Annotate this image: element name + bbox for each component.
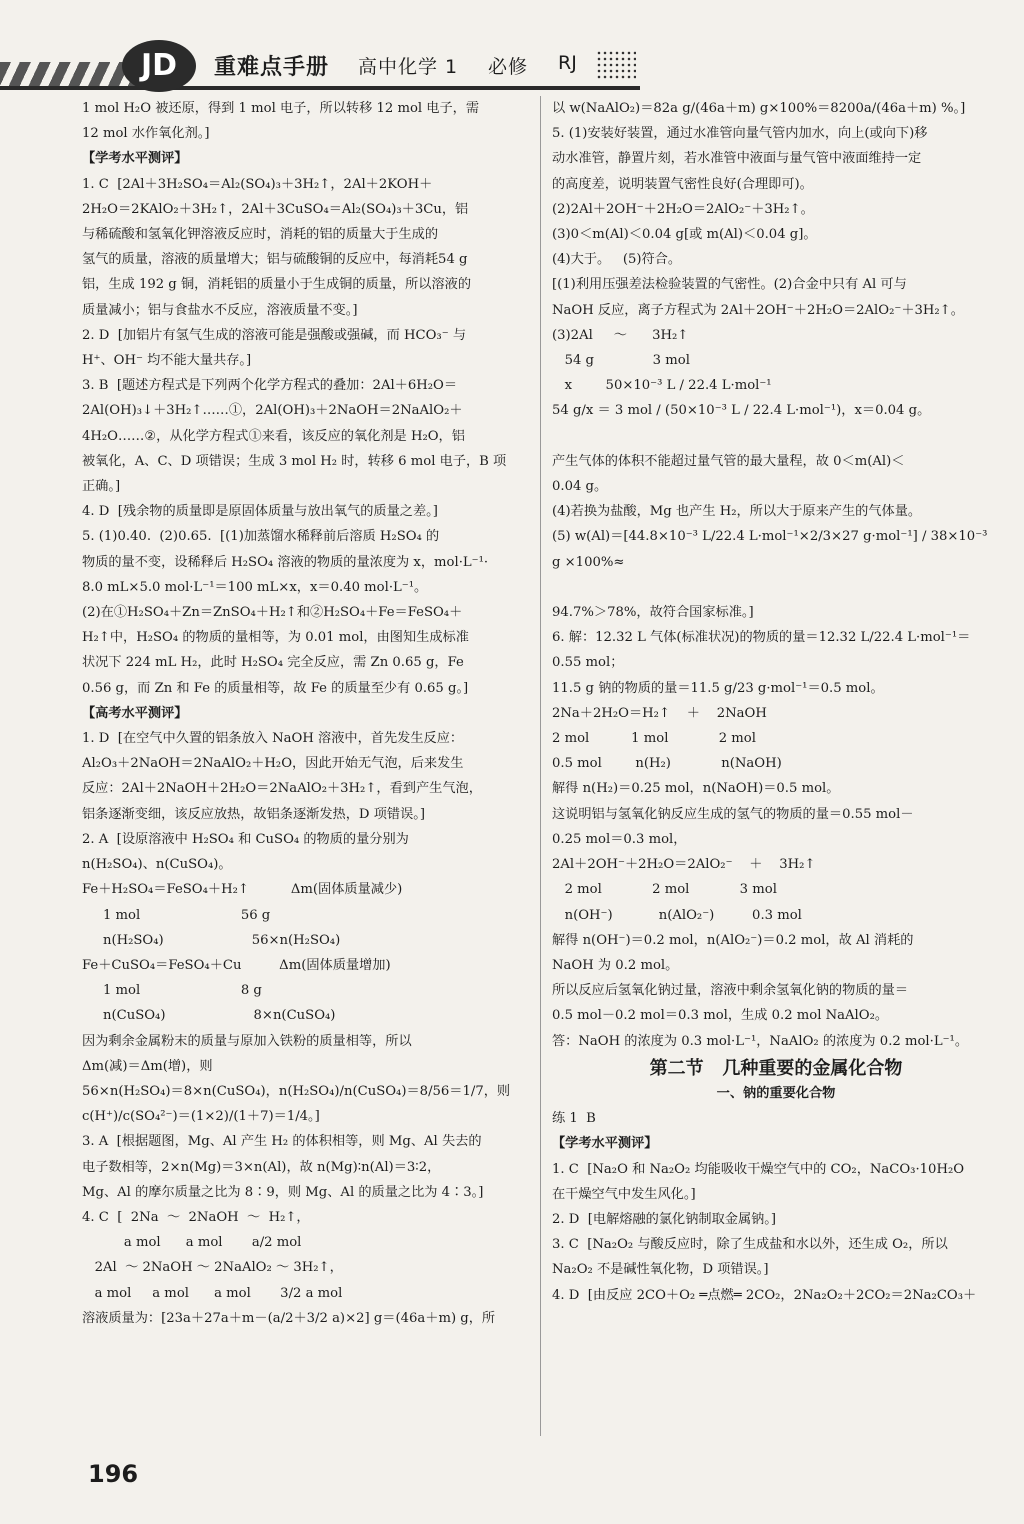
text-line: 在干燥空气中发生风化。]	[552, 1186, 696, 1202]
text-line: 被氧化，A、C、D 项错误；生成 3 mol H₂ 时，转移 6 mol 电子，B 项	[82, 453, 507, 469]
text-line: 答：NaOH 的浓度为 0.3 mol·L⁻¹，NaAlO₂ 的浓度为 0.2 mol·L⁻¹。	[552, 1033, 969, 1049]
header-rule	[0, 86, 640, 90]
text-line: a mol a mol a mol 3/2 a mol	[82, 1285, 343, 1301]
text-line: 的高度差，说明装置气密性良好(合理即可)。	[552, 176, 813, 192]
book-title: 重难点手册	[214, 55, 330, 80]
page-header	[0, 0, 1024, 96]
text-line: 2. A [设原溶液中 H₂SO₄ 和 CuSO₄ 的物质的量分别为	[82, 831, 409, 847]
text-line: (2)2Al＋2OH⁻＋2H₂O＝2AlO₂⁻＋3H₂↑。	[552, 201, 814, 217]
text-line: 2. D [加铝片有氢气生成的溶液可能是强酸或强碱，而 HCO₃⁻ 与	[82, 327, 467, 343]
text-line: 因为剩余金属粉末的质量与原加入铁粉的质量相等，所以	[82, 1033, 412, 1049]
text-line: n(OH⁻) n(AlO₂⁻) 0.3 mol	[552, 907, 802, 923]
text-line: 所以反应后氢氧化钠过量，溶液中剩余氢氧化钠的物质的量＝	[552, 983, 909, 999]
text-line: 1 mol H₂O 被还原，得到 1 mol 电子，所以转移 12 mol 电子，需	[82, 101, 480, 116]
text-line: 【高考水平测评】	[82, 705, 188, 721]
text-line: 解得 n(H₂)＝0.25 mol，n(NaOH)＝0.5 mol。	[552, 781, 840, 797]
header-dots	[596, 50, 636, 80]
text-line: 3. C [Na₂O₂ 与酸反应时，除了生成盐和水以外，还生成 O₂，所以	[552, 1237, 948, 1253]
text-line: 质量减小；铝与食盐水不反应，溶液质量不变。]	[82, 302, 358, 318]
text-line: 【学考水平测评】	[82, 151, 188, 167]
text-line: 1. D [在空气中久置的铝条放入 NaOH 溶液中，首先发生反应：	[82, 731, 464, 747]
right-column	[552, 96, 1000, 1308]
text-line: 动水准管，静置片刻，若水准管中液面与量气管中液面维持一定	[552, 151, 922, 167]
text-line: 物质的量不变，设稀释后 H₂SO₄ 溶液的物质的量浓度为 x，mol·L⁻¹·	[82, 554, 489, 570]
text-line: 【学考水平测评】	[552, 1136, 658, 1152]
text-line: Fe＋CuSO₄＝FeSO₄＋Cu Δm(固体质量增加)	[82, 957, 391, 973]
text-line: 氢气的质量，溶液的质量增大；铝与硫酸铜的反应中，每消耗54 g	[82, 252, 468, 268]
text-line: H₂↑中，H₂SO₄ 的物质的量相等，为 0.01 mol，由图知生成标准	[82, 630, 469, 646]
text-line: NaOH 反应，离子方程式为 2Al＋2OH⁻＋2H₂O＝2AlO₂⁻＋3H₂↑。	[552, 302, 964, 318]
left-column	[82, 96, 526, 1331]
text-line: (5) w(Al)＝[44.8×10⁻³ L/22.4 L·mol⁻¹×2/3×27 g·mol⁻¹] / 38×10⁻³ g ×100%≈	[552, 529, 992, 570]
text-line: 1. C [Na₂O 和 Na₂O₂ 均能吸收干燥空气中的 CO₂，NaCO₃·10H₂O	[552, 1161, 965, 1177]
text-line: 8.0 mL×5.0 mol·L⁻¹＝100 mL×x，x＝0.40 mol·L⁻¹。	[82, 579, 428, 595]
text-line: 0.04 g。	[552, 479, 608, 495]
section-title: 第二节 几种重要的金属化合物	[649, 1057, 903, 1079]
text-line: 2. D [电解熔融的氯化钠制取金属钠。]	[552, 1211, 777, 1227]
text-line: 0.56 g，而 Zn 和 Fe 的质量相等，故 Fe 的质量至少有 0.65 g。]	[82, 680, 469, 696]
column-divider	[540, 96, 541, 1436]
text-line: 4. D [由反应 2CO＋O₂ ═点燃═ 2CO₂，2Na₂O₂＋2CO₂＝2Na₂CO₃＋	[552, 1287, 977, 1303]
text-line: x 50×10⁻³ L / 22.4 L·mol⁻¹	[552, 378, 772, 394]
text-line: 4H₂O……②，从化学方程式①来看，该反应的氧化剂是 H₂O，铝	[82, 428, 465, 444]
text-line: 3. A [根据题图，Mg、Al 产生 H₂ 的体积相等，则 Mg、Al 失去的	[82, 1134, 482, 1150]
text-line: 这说明铝与氢氧化钠反应生成的氢气的物质的量＝0.55 mol－	[552, 806, 914, 822]
text-line: n(H₂SO₄) 56×n(H₂SO₄)	[82, 932, 341, 948]
text-line: 56×n(H₂SO₄)＝8×n(CuSO₄)，n(H₂SO₄)/n(CuSO₄)＝8/56＝1/7，则	[82, 1083, 511, 1099]
right-answers	[552, 96, 1000, 1054]
text-line: 5. (1)安装好装置，通过水准管向量气管内加水，向上(或向下)移	[552, 126, 928, 142]
text-line: H⁺、OH⁻ 均不能大量共存。]	[82, 353, 252, 369]
text-line: Mg、Al 的摩尔质量之比为 8∶9，则 Mg、Al 的质量之比为 4∶3。]	[82, 1184, 484, 1200]
text-line: 2Na＋2H₂O＝H₂↑ ＋ 2NaOH	[552, 705, 767, 721]
text-line: 电子数相等，2×n(Mg)＝3×n(Al)，故 n(Mg)∶n(Al)＝3∶2，	[82, 1159, 441, 1175]
text-line: 产生气体的体积不能超过量气管的最大量程，故 0＜m(Al)＜	[552, 453, 905, 469]
text-line: (3)0＜m(Al)＜0.04 g[或 m(Al)＜0.04 g]。	[552, 227, 817, 243]
text-line: a mol a mol a/2 mol	[82, 1235, 302, 1251]
text-line: 11.5 g 钠的物质的量＝11.5 g/23 g·mol⁻¹＝0.5 mol。	[552, 680, 884, 696]
text-line: 6. 解：12.32 L 气体(标准状况)的物质的量＝12.32 L/22.4 L·mol⁻¹＝	[552, 630, 971, 646]
book-edition: RJ	[558, 52, 577, 74]
text-line: n(H₂SO₄)、n(CuSO₄)。	[82, 857, 232, 873]
text-line: 5. (1)0.40. (2)0.65. [(1)加蒸馏水稀释前后溶质 H₂SO₄ 的	[82, 529, 440, 545]
text-line	[552, 424, 1000, 449]
section-subtitle: 一、钠的重要化合物	[716, 1085, 836, 1101]
text-line: 12 mol 水作氧化剂。]	[82, 126, 210, 142]
text-line: Al₂O₃＋2NaOH＝2NaAlO₂＋H₂O，因此开始无气泡，后来发生	[82, 756, 464, 772]
text-line: 1 mol 56 g	[82, 907, 271, 923]
text-line: 正确。]	[82, 479, 121, 495]
text-line: (4)若换为盐酸，Mg 也产生 H₂，所以大于原来产生的气体量。	[552, 504, 922, 520]
text-line: Δm(减)＝Δm(增)，则	[82, 1058, 213, 1074]
text-line: 2Al(OH)₃↓＋3H₂↑……①，2Al(OH)₃＋2NaOH＝2NaAlO₂＋	[82, 403, 463, 419]
text-line: 4. C [ 2Na ～ 2NaOH ～ H₂↑，	[82, 1209, 310, 1225]
text-line: 2Al ～ 2NaOH ～ 2NaAlO₂ ～ 3H₂↑，	[82, 1260, 343, 1276]
text-line	[552, 575, 1000, 600]
text-line: 1 mol 8 g	[82, 983, 262, 999]
text-line: 54 g/x ＝ 3 mol / (50×10⁻³ L / 22.4 L·mol⁻¹)，x＝0.04 g。	[552, 403, 931, 419]
text-line: [(1)利用压强差法检验装置的气密性。(2)合金中只有 Al 可与	[552, 277, 907, 293]
text-line: 以 w(NaAlO₂)＝82a g/(46a＋m) g×100%＝8200a/(46a＋m) %。]	[552, 101, 966, 116]
text-line: 铝条逐渐变细，该反应放热，故铝条逐渐发热，D 项错误。]	[82, 806, 425, 822]
text-line: 0.5 mol n(H₂) n(NaOH)	[552, 756, 782, 772]
text-line: 状况下 224 mL H₂，此时 H₂SO₄ 完全反应，需 Zn 0.65 g，Fe	[82, 655, 464, 671]
text-line: 解得 n(OH⁻)＝0.2 mol，n(AlO₂⁻)＝0.2 mol，故 Al 消耗的	[552, 932, 914, 948]
text-line: c(H⁺)/c(SO₄²⁻)＝(1×2)/(1＋7)＝1/4。]	[82, 1109, 320, 1125]
text-line: 溶液质量为：[23a＋27a＋m－(a/2＋3/2 a)×2] g＝(46a＋m) g，所	[82, 1310, 496, 1326]
text-line: 2H₂O＝2KAlO₂＋3H₂↑，2Al＋3CuSO₄＝Al₂(SO₄)₃＋3Cu，铝	[82, 201, 469, 217]
text-line: 与稀硫酸和氢氧化钾溶液反应时，消耗的铝的质量大于生成的	[82, 227, 439, 243]
book-branch: 必修	[488, 56, 529, 78]
text-line: 54 g 3 mol	[552, 353, 690, 369]
text-line: 铝，生成 192 g 铜，消耗铝的质量小于生成铜的质量，所以溶液的	[82, 277, 472, 293]
text-line: 0.5 mol－0.2 mol＝0.3 mol，生成 0.2 mol NaAlO₂。	[552, 1008, 889, 1024]
text-line: Fe＋H₂SO₄＝FeSO₄＋H₂↑ Δm(固体质量减少)	[82, 882, 403, 898]
right-answers-2	[552, 1106, 1000, 1308]
text-line: 94.7%＞78%，故符合国家标准。]	[552, 605, 754, 621]
text-line: 2 mol 2 mol 3 mol	[552, 882, 777, 898]
text-line: n(CuSO₄) 8×n(CuSO₄)	[82, 1008, 336, 1024]
text-line: 0.25 mol＝0.3 mol，	[552, 831, 687, 847]
text-line: 2Al＋2OH⁻＋2H₂O＝2AlO₂⁻ ＋ 3H₂↑	[552, 857, 816, 873]
text-line: 练 1 B	[552, 1111, 596, 1127]
text-line: (3)2Al ～ 3H₂↑	[552, 327, 689, 343]
brand-logo: JD	[122, 40, 196, 92]
text-line: 4. D [残余物的质量即是原固体质量与放出氧气的质量之差。]	[82, 504, 438, 520]
text-line: Na₂O₂ 不是碱性氧化物，D 项错误。]	[552, 1262, 769, 1278]
text-line: 2 mol 1 mol 2 mol	[552, 731, 756, 747]
book-subject: 高中化学 1	[358, 56, 459, 78]
text-line: 3. B [题述方程式是下列两个化学方程式的叠加：2Al＋6H₂O＝	[82, 378, 458, 394]
text-line: (2)在①H₂SO₄＋Zn＝ZnSO₄＋H₂↑和②H₂SO₄＋Fe＝FeSO₄＋	[82, 605, 463, 621]
text-line: NaOH 为 0.2 mol。	[552, 957, 679, 973]
page-number: 196	[88, 1460, 139, 1488]
text-line: (4)大于。 (5)符合。	[552, 252, 682, 268]
text-line: 1. C [2Al＋3H₂SO₄＝Al₂(SO₄)₃＋3H₂↑，2Al＋2KOH＋	[82, 176, 433, 192]
text-line: 反应：2Al＋2NaOH＋2H₂O＝2NaAlO₂＋3H₂↑，看到产生气泡，	[82, 781, 482, 797]
text-line: 0.55 mol；	[552, 655, 624, 671]
